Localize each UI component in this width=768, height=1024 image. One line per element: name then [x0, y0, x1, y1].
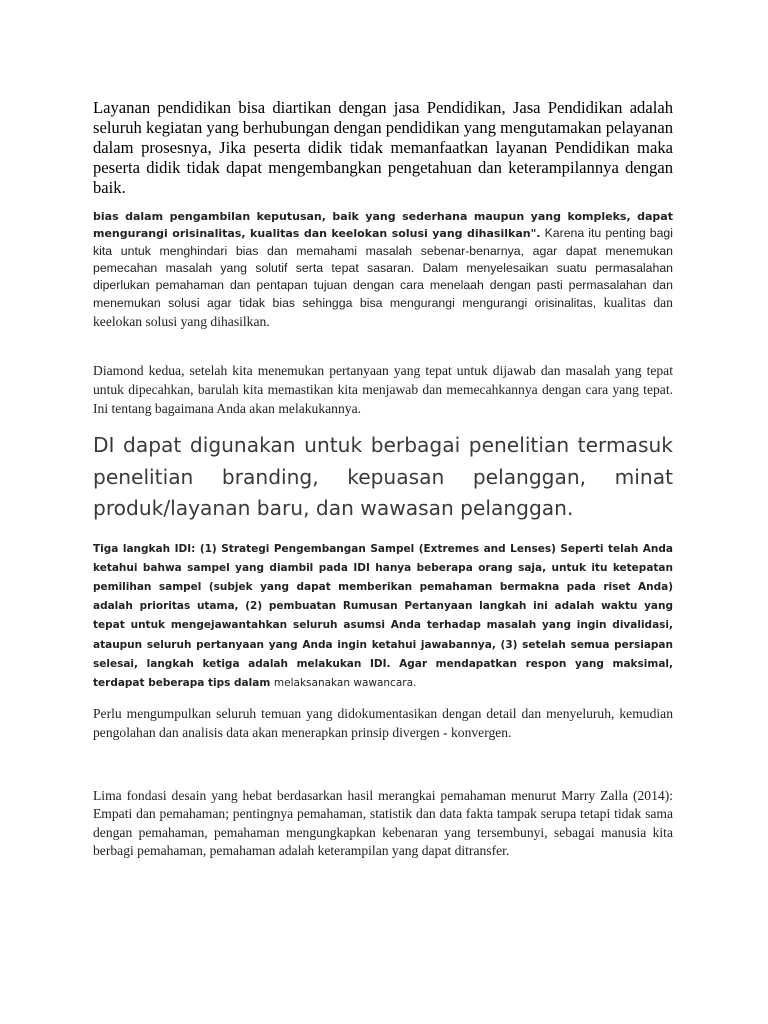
paragraph-idi-normal-run: melaksanakan wawancara.: [273, 677, 417, 689]
paragraph-idi-bold-run: Tiga langkah IDI: (1) Strategi Pengembangan Sampel (Extremes and Lenses) Seperti telah Anda ketahui bahwa sampel yang diambil pada IDI hanya beberapa orang saja, untuk itu ketepatan pemilihan sampel (subjek yang dapat memberikan pemahaman bermakna pada riset Anda) adalah prioritas utama, (2) pembuatan Rumusan Pertanyaan langkah ini adalah waktu yang tepat untuk mengejawantahkan seluruh asumsi Anda terhadap masalah yang ingin divalidasi, ataupun seluruh pertanyaan yang Anda ingin ketahui jawabannya, (3) setelah semua persiapan selesai, langkah ketiga adalah melakukan IDI. Agar mendapatkan respon yang maksimal, terdapat beberapa tips dalam: [93, 542, 673, 689]
paragraph-bias-tail-run: kualitas dan keelokan solusi yang dihasilkan.: [93, 295, 673, 329]
paragraph-bias-keputusan: [93, 208, 673, 331]
paragraph-bias-bold-run: bias dalam pengambilan keputusan, baik yang sederhana maupun yang kompleks, dapat mengurangi orisinalitas, kualitas dan keelokan solusi yang dihasilkan".: [93, 210, 673, 241]
document-body: [93, 98, 673, 860]
paragraph-bias-rest-run: Karena itu penting bagi kita untuk menghindari bias dan memahami masalah sebenar-benarnya, agar dapat menemukan pemecahan masalah yang solutif serta tepat sasaran. Dalam menyelesaikan suatu permasalahan diperlukan pemahaman dan pentapan tujuan dengan cara menelaah dengan pasti permasalahan dan menemukan solusi agar tidak bias sehingga bisa mengurangi mengurangi orisinalitas,: [93, 226, 673, 311]
paragraph-lima-fondasi: Lima fondasi desain yang hebat berdasarkan hasil merangkai pemahaman menurut Marry Zalla (2014): Empati dan pemahaman; pentingnya pemahaman, statistik dan data fakta tampak serupa tetapi tidak sama dengan pemahaman, pemahaman mengungkapkan kebenaran yang tersembunyi, sebagai manusia kita berbagi pemahaman, pemahaman adalah keterampilan yang dapat ditransfer.: [93, 788, 673, 858]
paragraph-layanan-pendidikan: Layanan pendidikan bisa diartikan dengan jasa Pendidikan, Jasa Pendidikan adalah seluruh kegiatan yang berhubungan dengan pendidikan yang mengutamakan pelayanan dalam prosesnya, Jika peserta didik tidak memanfaatkan layanan Pendidikan maka peserta didik tidak dapat mengembangkan pengetahuan dan keterampilannya dengan baik.: [93, 98, 673, 197]
paragraph-di-penelitian: DI dapat digunakan untuk berbagai penelitian termasuk penelitian branding, kepuasan pelanggan, minat produk/layanan baru, dan wawasan pelanggan.: [93, 433, 673, 521]
paragraph-mengumpulkan-temuan: Perlu mengumpulkan seluruh temuan yang didokumentasikan dengan detail dan menyeluruh, kemudian pengolahan dan analisis data akan menerapkan prinsip divergen - konvergen.: [93, 706, 673, 741]
paragraph-tiga-langkah-idi: [93, 540, 673, 694]
paragraph-diamond-kedua: Diamond kedua, setelah kita menemukan pertanyaan yang tepat untuk dijawab dan masalah yang tepat untuk dipecahkan, barulah kita memastikan kita menjawab dan memecahkannya dengan cara yang tepat. Ini tentang bagaimana Anda akan melakukannya.: [93, 363, 673, 417]
